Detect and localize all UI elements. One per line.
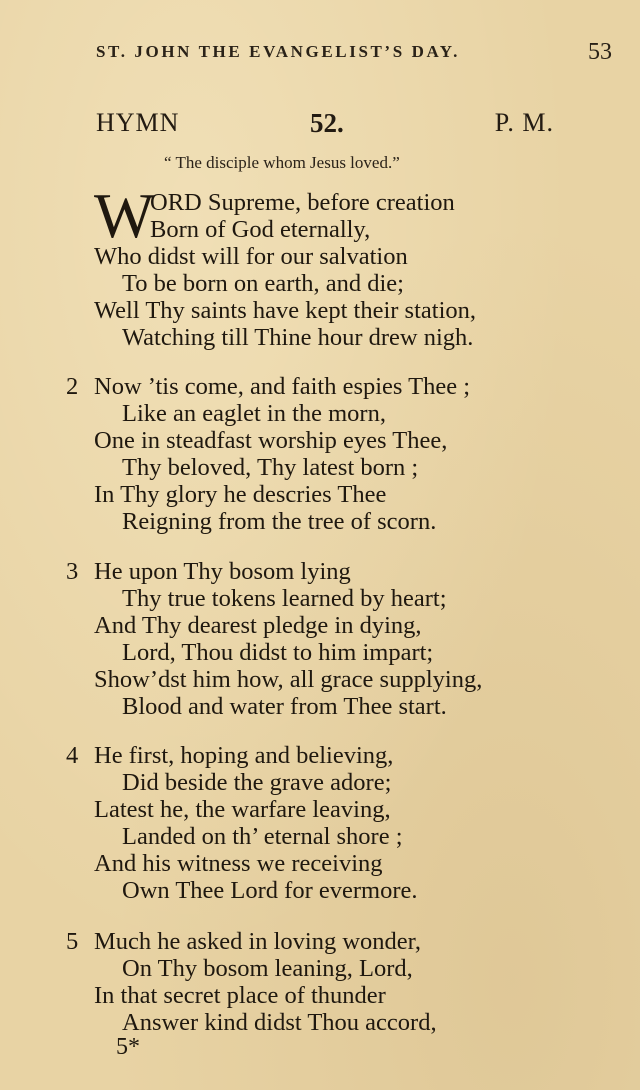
verse-number: 3 — [66, 558, 79, 585]
page-number: 53 — [588, 39, 612, 65]
hymn-label: HYMN — [96, 108, 180, 137]
verse-line: To be born on earth, and die; — [122, 270, 404, 297]
verse-line: Born of God eternally, — [150, 216, 371, 243]
verse-line: Landed on th’ eternal shore ; — [122, 823, 403, 850]
verse-number: 5 — [66, 928, 79, 955]
drop-cap: W — [94, 180, 155, 251]
running-head — [96, 39, 612, 68]
verse-line: Watching till Thine hour drew nigh. — [122, 324, 474, 351]
verse-line: He upon Thy bosom lying — [94, 558, 351, 585]
verse-line: He first, hoping and believing, — [94, 742, 394, 769]
running-title: ST. JOHN THE EVANGELIST’S DAY. — [96, 42, 460, 61]
verse-line: Well Thy saints have kept their station, — [94, 297, 477, 324]
verse-number: 2 — [66, 373, 79, 400]
verse-line: ORD Supreme, before creation — [150, 189, 455, 216]
verse-line: Lord, Thou didst to him impart; — [122, 639, 434, 666]
verse-line: Much he asked in loving wonder, — [94, 928, 421, 955]
verse-line: Own Thee Lord for evermore. — [122, 877, 418, 904]
verse-line: Answer kind didst Thou accord, — [122, 1009, 437, 1036]
verse-line: And Thy dearest pledge in dying, — [94, 612, 422, 639]
verse-line: Thy true tokens learned by heart; — [122, 585, 447, 612]
verse-line: Like an eaglet in the morn, — [122, 400, 386, 427]
verse-line: One in steadfast worship eyes Thee, — [94, 427, 448, 454]
verse-line: Latest he, the warfare leaving, — [94, 796, 391, 823]
verse-line: And his witness we receiving — [94, 850, 383, 877]
verse-line: Who didst will for our salvation — [94, 243, 408, 270]
verse-line: On Thy bosom leaning, Lord, — [122, 955, 413, 982]
hymn-heading — [96, 108, 554, 140]
verse-line: Thy beloved, Thy latest born ; — [122, 454, 419, 481]
signature-mark: 5* — [116, 1034, 140, 1060]
hymn-meter: P. M. — [494, 108, 554, 137]
verse-line: In Thy glory he descries Thee — [94, 481, 387, 508]
verse-line: Now ’tis come, and faith espies Thee ; — [94, 373, 471, 400]
verse-line: Blood and water from Thee start. — [122, 693, 447, 720]
verse-line: In that secret place of thunder — [94, 982, 386, 1009]
epigraph: “ The disciple whom Jesus loved.” — [164, 153, 400, 172]
verse-line: Did beside the grave adore; — [122, 769, 392, 796]
verse-number: 4 — [66, 742, 79, 769]
hymn-number: 52. — [310, 108, 344, 138]
verse-line: Reigning from the tree of scorn. — [122, 508, 437, 535]
verse-line: Show’dst him how, all grace supplying, — [94, 666, 483, 693]
